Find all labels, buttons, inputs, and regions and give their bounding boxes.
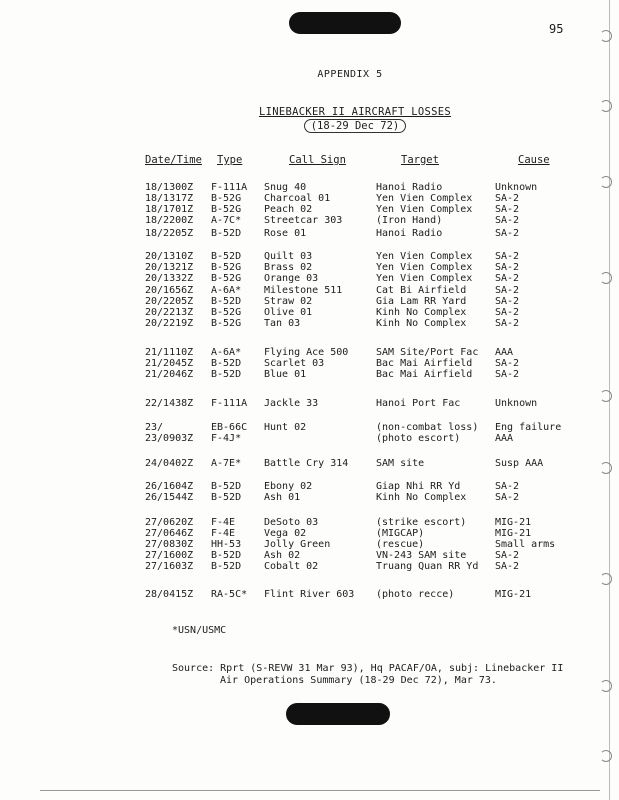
cell-cause: SA-2 [495, 358, 520, 369]
cell-call-sign: Flying Ace 500 [264, 347, 349, 358]
cell-call-sign: Ash 02 [264, 550, 301, 561]
table-row [0, 433, 619, 444]
cell-type: HH-53 [211, 539, 242, 550]
cell-call-sign: Straw 02 [264, 296, 313, 307]
cell-call-sign: Jackle 33 [264, 398, 319, 409]
cell-type: B-52D [211, 492, 242, 503]
cell-date: 20/2219Z [145, 318, 194, 329]
cell-date: 20/1321Z [145, 262, 194, 273]
cell-cause: MIG-21 [495, 589, 532, 600]
cell-cause: AAA [495, 433, 514, 444]
cell-cause: MIG-21 [495, 517, 532, 528]
binder-hole [600, 272, 612, 284]
cell-target: (photo escort) [376, 433, 461, 444]
cell-type: B-52D [211, 481, 242, 492]
cell-cause: SA-2 [495, 296, 520, 307]
cell-date: 18/2200Z [145, 215, 194, 226]
cell-type: B-52G [211, 307, 242, 318]
cell-cause: MIG-21 [495, 528, 532, 539]
cell-target: Bac Mai Airfield [376, 358, 473, 369]
cell-cause: SA-2 [495, 285, 520, 296]
cell-date: 21/1110Z [145, 347, 194, 358]
cell-call-sign: Vega 02 [264, 528, 307, 539]
cell-call-sign: Peach 02 [264, 204, 313, 215]
table-row [0, 296, 619, 307]
cell-cause: SA-2 [495, 369, 520, 380]
cell-date: 20/1310Z [145, 251, 194, 262]
cell-date: 23/ [145, 422, 164, 433]
cell-call-sign: Orange 03 [264, 273, 319, 284]
cell-target: Hanoi Radio [376, 228, 443, 239]
document-title: LINEBACKER II AIRCRAFT LOSSES [258, 106, 452, 118]
cell-target: Hanoi Port Fac [376, 398, 461, 409]
cell-type: RA-5C* [211, 589, 248, 600]
cell-type: B-52G [211, 204, 242, 215]
cell-cause: SA-2 [495, 228, 520, 239]
cell-date: 21/2046Z [145, 369, 194, 380]
cell-call-sign: Charcoal 01 [264, 193, 331, 204]
cell-target: SAM Site/Port Fac [376, 347, 479, 358]
cell-type: F-4J* [211, 433, 242, 444]
table-row [0, 251, 619, 262]
table-row [0, 550, 619, 561]
cell-date: 27/0646Z [145, 528, 194, 539]
header-date: Date/Time [145, 154, 202, 166]
cell-target: Yen Vien Complex [376, 204, 473, 215]
cell-type: B-52D [211, 561, 242, 572]
cell-target: VN-243 SAM site [376, 550, 467, 561]
bottom-edge-line [40, 790, 600, 791]
cell-call-sign: Tan 03 [264, 318, 301, 329]
cell-date: 18/1317Z [145, 193, 194, 204]
table-row [0, 561, 619, 572]
cell-cause: Unknown [495, 398, 538, 409]
cell-cause: SA-2 [495, 262, 520, 273]
redaction-bottom [286, 703, 390, 725]
table-row [0, 517, 619, 528]
cell-cause: SA-2 [495, 215, 520, 226]
cell-call-sign: Streetcar 303 [264, 215, 343, 226]
cell-target: Kinh No Complex [376, 318, 467, 329]
cell-date: 27/1600Z [145, 550, 194, 561]
binder-hole [600, 30, 612, 42]
cell-target: Yen Vien Complex [376, 262, 473, 273]
cell-type: B-52D [211, 550, 242, 561]
table-row [0, 285, 619, 296]
cell-call-sign: Cobalt 02 [264, 561, 319, 572]
cell-target: (strike escort) [376, 517, 467, 528]
cell-cause: AAA [495, 347, 514, 358]
cell-cause: SA-2 [495, 307, 520, 318]
cell-type: A-7C* [211, 215, 242, 226]
cell-type: F-111A [211, 182, 248, 193]
table-row [0, 481, 619, 492]
cell-target: Yen Vien Complex [376, 251, 473, 262]
cell-cause: SA-2 [495, 193, 520, 204]
cell-date: 20/2205Z [145, 296, 194, 307]
cell-cause: SA-2 [495, 492, 520, 503]
cell-call-sign: Ash 01 [264, 492, 301, 503]
cell-target: Gia Lam RR Yard [376, 296, 467, 307]
cell-cause: SA-2 [495, 481, 520, 492]
table-row [0, 369, 619, 380]
table-row [0, 193, 619, 204]
table-row [0, 422, 619, 433]
cell-call-sign: Olive 01 [264, 307, 313, 318]
cell-type: B-52D [211, 358, 242, 369]
header-cause: Cause [518, 154, 550, 166]
cell-target: Hanoi Radio [376, 182, 443, 193]
table-row [0, 458, 619, 469]
cell-type: B-52D [211, 251, 242, 262]
cell-target: (rescue) [376, 539, 425, 550]
cell-target: (photo recce) [376, 589, 455, 600]
cell-call-sign: Flint River 603 [264, 589, 355, 600]
cell-cause: Unknown [495, 182, 538, 193]
cell-date: 28/0415Z [145, 589, 194, 600]
header-call-sign: Call Sign [289, 154, 346, 166]
table-row [0, 215, 619, 226]
cell-type: A-6A* [211, 285, 242, 296]
cell-call-sign: Ebony 02 [264, 481, 313, 492]
cell-date: 18/2205Z [145, 228, 194, 239]
cell-call-sign: Hunt 02 [264, 422, 307, 433]
cell-type: B-52D [211, 369, 242, 380]
table-row [0, 528, 619, 539]
cell-date: 27/0620Z [145, 517, 194, 528]
table-row [0, 539, 619, 550]
cell-target: Giap Nhi RR Yd [376, 481, 461, 492]
cell-date: 20/1656Z [145, 285, 194, 296]
binder-hole [600, 390, 612, 402]
table-row [0, 204, 619, 215]
cell-date: 26/1544Z [145, 492, 194, 503]
cell-target: Bac Mai Airfield [376, 369, 473, 380]
cell-date: 23/0903Z [145, 433, 194, 444]
cell-date: 26/1604Z [145, 481, 194, 492]
cell-type: B-52G [211, 193, 242, 204]
cell-call-sign: DeSoto 03 [264, 517, 319, 528]
cell-target: Yen Vien Complex [376, 273, 473, 284]
cell-date: 22/1438Z [145, 398, 194, 409]
cell-target: Kinh No Complex [376, 307, 467, 318]
cell-target: Yen Vien Complex [376, 193, 473, 204]
table-row [0, 347, 619, 358]
cell-cause: SA-2 [495, 251, 520, 262]
cell-call-sign: Blue 01 [264, 369, 307, 380]
cell-call-sign: Jolly Green [264, 539, 331, 550]
cell-date: 18/1701Z [145, 204, 194, 215]
cell-date: 21/2045Z [145, 358, 194, 369]
cell-target: Truang Quan RR Yd [376, 561, 479, 572]
cell-target: Cat Bi Airfield [376, 285, 467, 296]
cell-cause: SA-2 [495, 561, 520, 572]
cell-call-sign: Rose 01 [264, 228, 307, 239]
cell-target: (Iron Hand) [376, 215, 443, 226]
document-subtitle: (18-29 Dec 72) [0, 120, 619, 132]
cell-cause: Eng failure [495, 422, 562, 433]
cell-date: 20/1332Z [145, 273, 194, 284]
table-row [0, 398, 619, 409]
table-row [0, 589, 619, 600]
cell-cause: SA-2 [495, 204, 520, 215]
binder-hole [600, 750, 612, 762]
binder-hole [600, 176, 612, 188]
cell-date: 24/0402Z [145, 458, 194, 469]
cell-cause: SA-2 [495, 273, 520, 284]
table-row [0, 262, 619, 273]
redaction-top [289, 12, 401, 34]
cell-call-sign: Snug 40 [264, 182, 307, 193]
table-row [0, 182, 619, 193]
cell-date: 27/1603Z [145, 561, 194, 572]
cell-type: F-111A [211, 398, 248, 409]
binder-hole [600, 573, 612, 585]
cell-target: (non-combat loss) [376, 422, 479, 433]
cell-cause: SA-2 [495, 318, 520, 329]
cell-type: B-52G [211, 262, 242, 273]
table-row [0, 318, 619, 329]
cell-type: B-52G [211, 318, 242, 329]
cell-date: 27/0830Z [145, 539, 194, 550]
table-row [0, 492, 619, 503]
table-row [0, 358, 619, 369]
cell-type: B-52G [211, 273, 242, 284]
cell-date: 20/2213Z [145, 307, 194, 318]
footnote: *USN/USMC [172, 625, 227, 636]
table-row [0, 307, 619, 318]
binder-hole [600, 680, 612, 692]
cell-cause: Susp AAA [495, 458, 544, 469]
table-row [0, 228, 619, 239]
cell-type: F-4E [211, 517, 236, 528]
table-row [0, 273, 619, 284]
cell-cause: Small arms [495, 539, 556, 550]
appendix-heading: APPENDIX 5 [317, 69, 383, 80]
cell-type: A-6A* [211, 347, 242, 358]
header-target: Target [401, 154, 439, 166]
cell-call-sign: Battle Cry 314 [264, 458, 349, 469]
cell-cause: SA-2 [495, 550, 520, 561]
cell-call-sign: Milestone 511 [264, 285, 343, 296]
cell-target: (MIGCAP) [376, 528, 425, 539]
cell-call-sign: Brass 02 [264, 262, 313, 273]
binder-hole [600, 100, 612, 112]
cell-type: A-7E* [211, 458, 242, 469]
cell-call-sign: Quilt 03 [264, 251, 313, 262]
page-number: 95 [549, 22, 564, 36]
cell-type: F-4E [211, 528, 236, 539]
cell-date: 18/1300Z [145, 182, 194, 193]
source-citation: Source: Rprt (S-REVW 31 Mar 93), Hq PACAF/OA, subj: Linebacker II Air Operations Summary (18-29 Dec 72), Mar 73. [172, 663, 564, 686]
header-type: Type [217, 154, 243, 166]
cell-type: EB-66C [211, 422, 248, 433]
cell-target: Kinh No Complex [376, 492, 467, 503]
cell-call-sign: Scarlet 03 [264, 358, 325, 369]
cell-type: B-52D [211, 296, 242, 307]
cell-type: B-52D [211, 228, 242, 239]
binder-hole [600, 462, 612, 474]
cell-target: SAM site [376, 458, 425, 469]
